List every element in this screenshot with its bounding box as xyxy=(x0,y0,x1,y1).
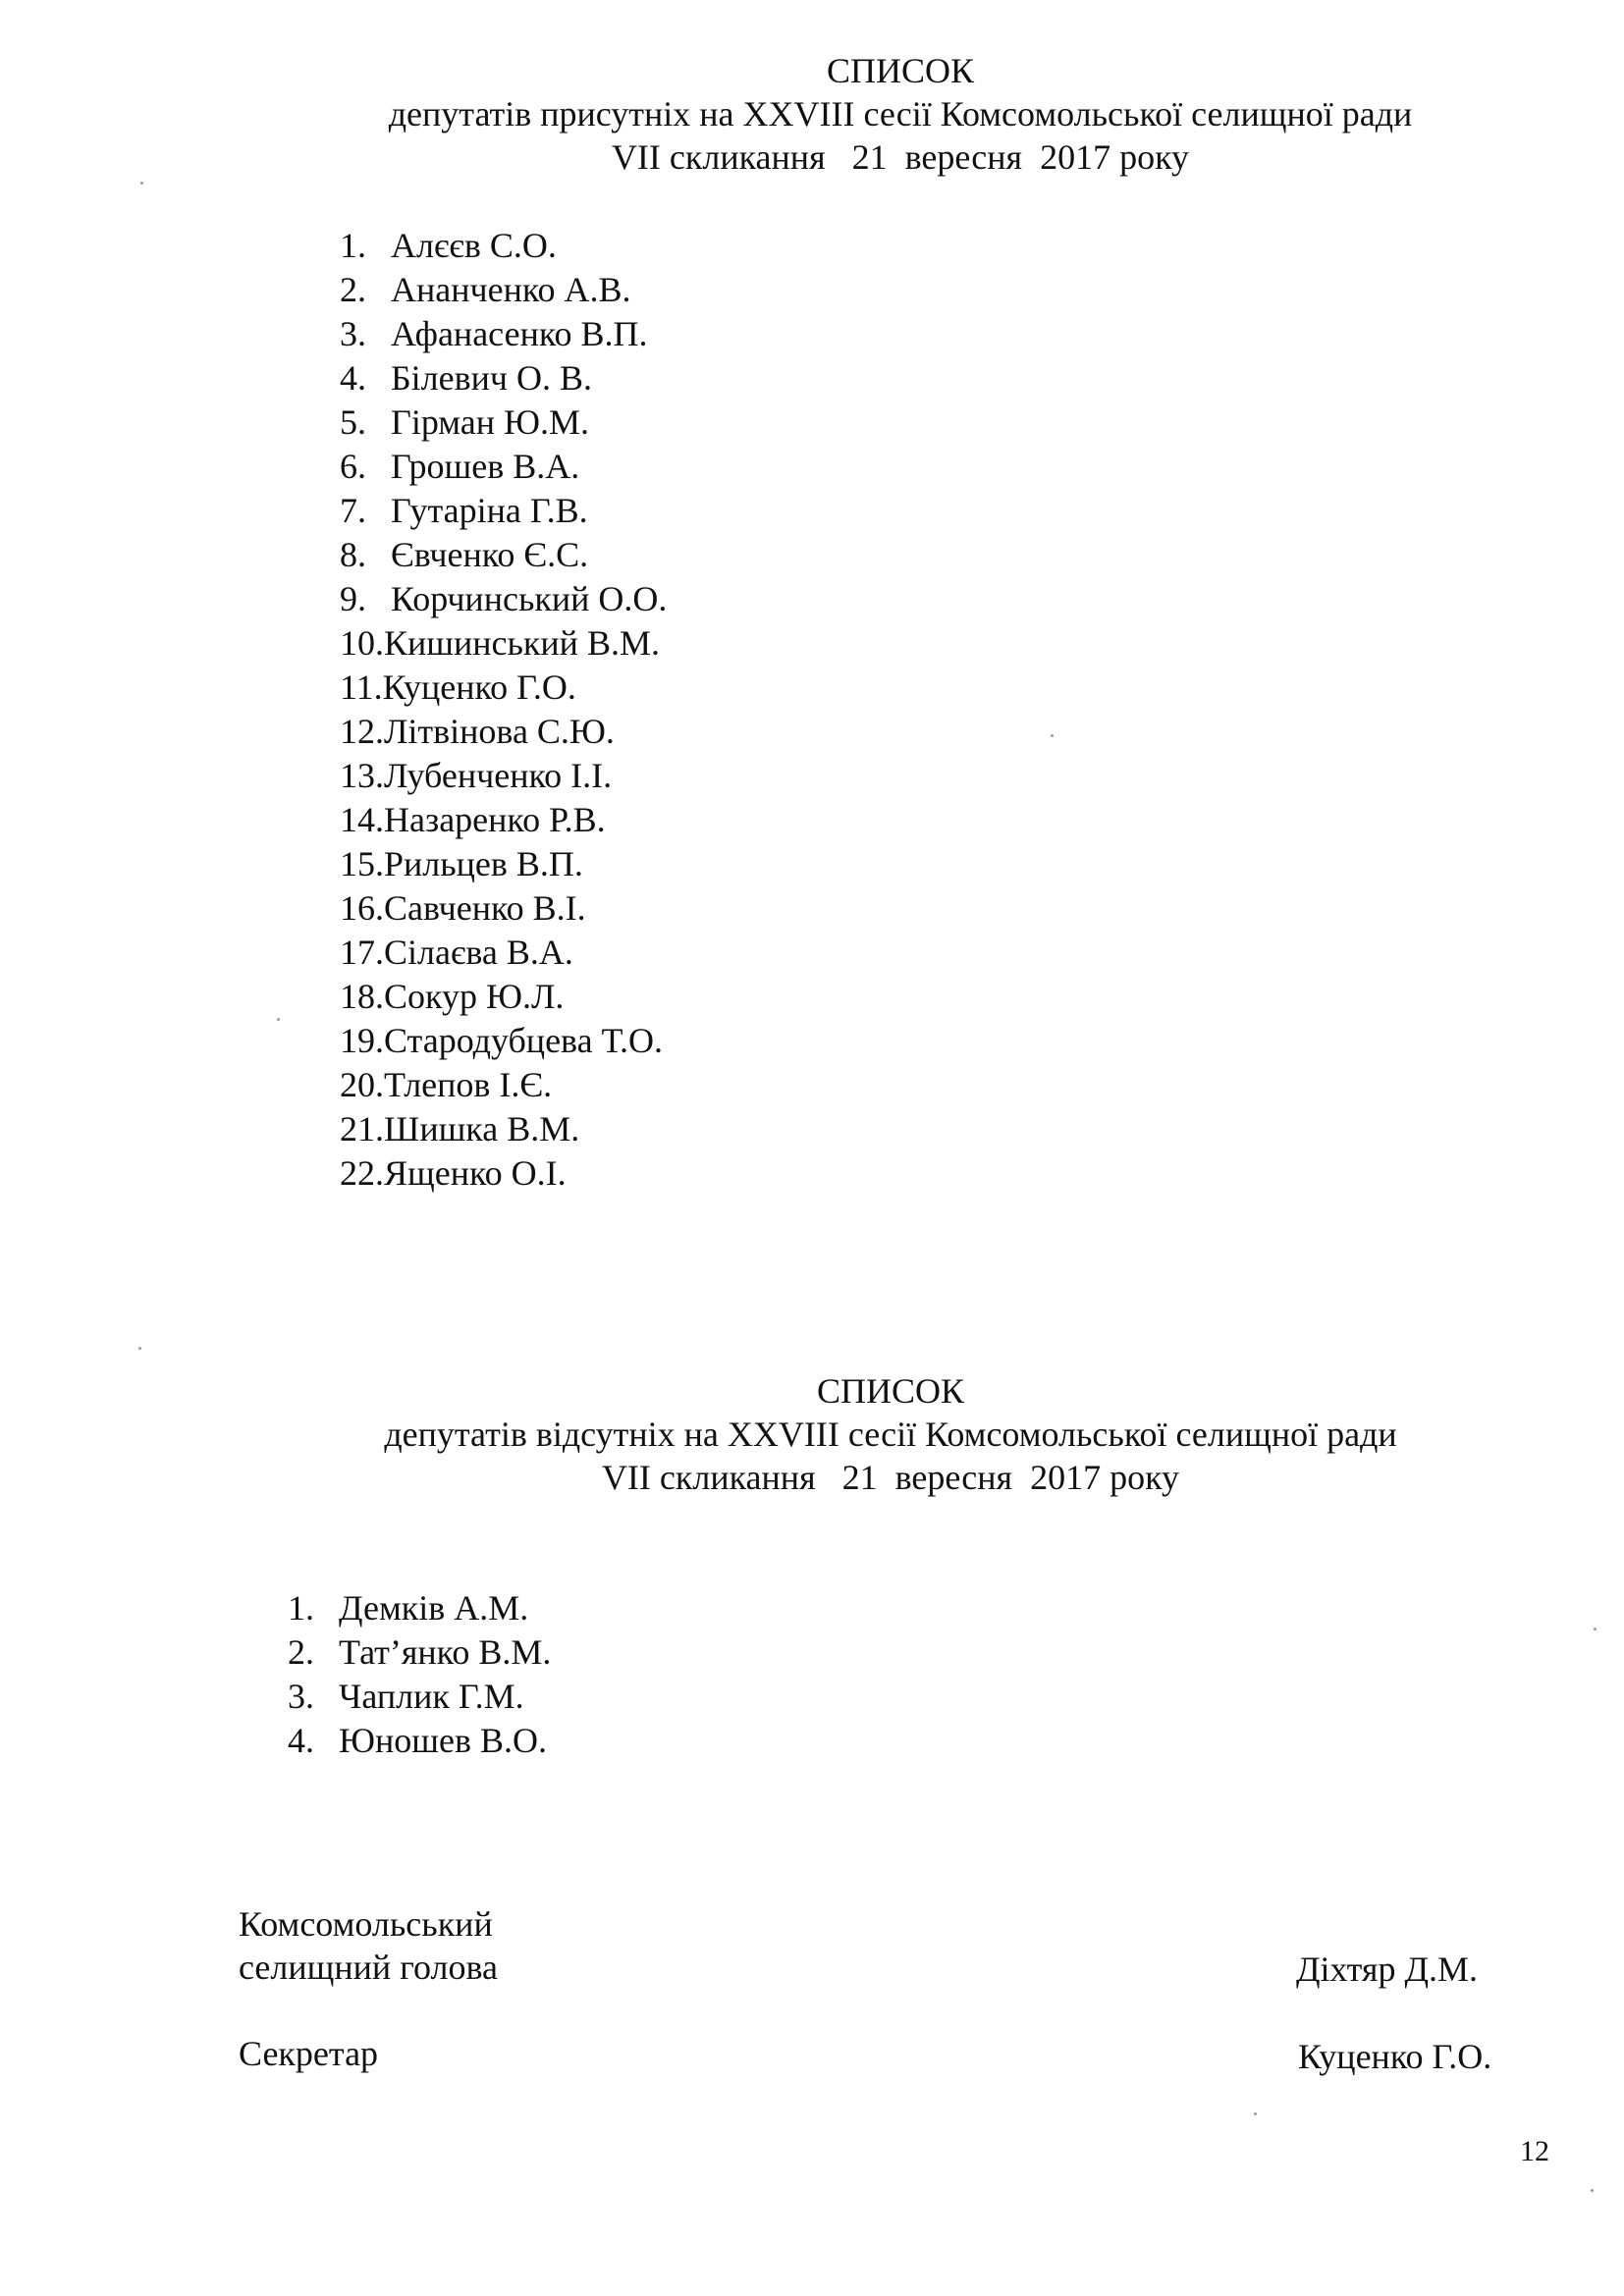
absent-deputy-item-number: 2. xyxy=(288,1632,314,1672)
present-deputy-item-name: Ананченко А.В. xyxy=(391,270,631,309)
present-deputy-item xyxy=(340,224,667,268)
present-deputy-item-name: Кишинський В.М. xyxy=(384,623,660,663)
absent-deputy-item xyxy=(288,1586,551,1630)
present-deputy-item-name: Сокур Ю.Л. xyxy=(384,977,565,1016)
present-list-subtitle: депутатів присутніх на XXVIII сесії Комсомольської селищної ради xyxy=(388,94,1413,133)
present-deputy-item-name: Євченко Є.С. xyxy=(391,535,589,574)
present-deputy-item xyxy=(340,1151,667,1196)
present-deputy-item xyxy=(340,312,667,356)
present-deputy-item xyxy=(340,931,667,975)
present-deputy-item xyxy=(340,975,667,1019)
present-deputy-item-number: 4. xyxy=(340,358,366,398)
absent-deputy-item-name: Тат’янко В.М. xyxy=(339,1632,552,1672)
present-deputy-item xyxy=(340,400,667,445)
scan-speck xyxy=(1254,2112,1257,2115)
present-deputy-item xyxy=(340,754,667,798)
present-deputy-item xyxy=(340,356,667,400)
present-deputy-item-number: 1. xyxy=(340,226,366,265)
absent-list-convocation: VII скликання 21 вересня 2017 року xyxy=(601,1458,1180,1497)
present-deputy-item-name: Лубенченко І.І. xyxy=(384,756,613,795)
present-deputy-item-name: Корчинський О.О. xyxy=(391,579,668,618)
present-deputy-item xyxy=(340,1107,667,1151)
present-deputy-item-name: Ященко О.І. xyxy=(384,1153,567,1193)
present-deputy-item-name: Назаренко Р.В. xyxy=(384,800,606,839)
present-deputy-item-number: 12. xyxy=(340,712,384,751)
present-deputy-item xyxy=(340,621,667,666)
secretary-role: Секретар xyxy=(239,2034,379,2073)
head-role xyxy=(239,1902,498,1989)
present-deputy-item-name: Стародубцева Т.О. xyxy=(384,1021,663,1060)
present-deputy-item xyxy=(340,268,667,312)
present-deputy-item-name: Куценко Г.О. xyxy=(382,667,576,707)
present-deputy-item xyxy=(340,1019,667,1063)
present-deputy-item-name: Білевич О. В. xyxy=(391,358,592,398)
present-deputy-item xyxy=(340,842,667,886)
absent-deputy-item xyxy=(288,1719,551,1763)
present-deputy-item-number: 9. xyxy=(340,579,366,618)
present-deputy-item xyxy=(340,533,667,577)
scan-speck xyxy=(1051,734,1054,737)
absent-deputy-item xyxy=(288,1630,551,1675)
present-deputy-item-number: 20. xyxy=(340,1065,384,1104)
present-deputy-item-name: Рильцев В.П. xyxy=(384,844,583,883)
present-deputies-list xyxy=(340,224,667,1196)
present-deputy-item-number: 18. xyxy=(340,977,384,1016)
present-deputy-item xyxy=(340,798,667,842)
absent-deputy-item-number: 3. xyxy=(288,1677,314,1716)
present-deputy-item-number: 2. xyxy=(340,270,366,309)
absent-list-title: СПИСОК xyxy=(816,1371,965,1411)
absent-list-subtitle: депутатів відсутніх на XXVIII сесії Комсомольської селищної ради xyxy=(384,1415,1397,1454)
page-number: 12 xyxy=(1520,2135,1549,2167)
present-deputy-item-number: 11. xyxy=(340,667,383,707)
present-deputy-item-name: Грошев В.А. xyxy=(391,447,580,486)
present-deputy-item-number: 8. xyxy=(340,535,366,574)
present-list-header xyxy=(88,49,1624,179)
present-deputy-item-name: Савченко В.І. xyxy=(384,888,586,928)
scan-speck xyxy=(1591,2189,1594,2192)
present-deputy-item-number: 19. xyxy=(340,1021,384,1060)
absent-deputy-item-name: Чаплик Г.М. xyxy=(339,1677,524,1716)
present-deputy-item xyxy=(340,489,667,533)
present-deputy-item-number: 5. xyxy=(340,402,366,442)
present-deputy-item xyxy=(340,886,667,931)
present-deputy-item-number: 16. xyxy=(340,888,384,928)
present-deputy-item xyxy=(340,710,667,754)
present-deputy-item-name: Шишка В.М. xyxy=(384,1109,580,1148)
scan-speck xyxy=(277,1018,280,1021)
present-list-convocation: VII скликання 21 вересня 2017 року xyxy=(611,137,1190,177)
absent-deputies-list xyxy=(288,1586,551,1763)
present-deputy-item-name: Афанасенко В.П. xyxy=(391,314,648,353)
present-deputy-item-name: Сілаєва В.А. xyxy=(384,933,573,972)
present-deputy-item-number: 15. xyxy=(340,844,384,883)
present-deputy-item xyxy=(340,666,667,710)
scan-speck xyxy=(1594,1628,1597,1630)
present-deputy-item-number: 14. xyxy=(340,800,384,839)
absent-deputy-item-name: Юношев В.О. xyxy=(339,1721,547,1760)
secretary-name: Куценко Г.О. xyxy=(1298,2037,1492,2076)
scan-speck xyxy=(138,1347,141,1350)
present-deputy-item-number: 22. xyxy=(340,1153,384,1193)
absent-deputy-item xyxy=(288,1675,551,1719)
absent-deputy-item-name: Демків А.М. xyxy=(339,1588,529,1628)
present-deputy-item-number: 6. xyxy=(340,447,366,486)
head-name: Діхтяр Д.М. xyxy=(1296,1949,1479,1989)
head-role-line2: селищний голова xyxy=(239,1948,499,1987)
present-list-title: СПИСОК xyxy=(826,51,975,90)
present-deputy-item xyxy=(340,445,667,489)
present-deputy-item-name: Літвінова С.Ю. xyxy=(384,712,615,751)
present-deputy-item xyxy=(340,577,667,621)
scan-speck xyxy=(140,182,143,185)
present-deputy-item-number: 3. xyxy=(340,314,366,353)
present-deputy-item-number: 13. xyxy=(340,756,384,795)
absent-deputy-item-number: 4. xyxy=(288,1721,314,1760)
present-deputy-item-name: Гірман Ю.М. xyxy=(391,402,590,442)
head-role-line1: Комсомольський xyxy=(239,1904,493,1944)
present-deputy-item-number: 7. xyxy=(340,491,366,530)
absent-list-header xyxy=(79,1369,1624,1499)
present-deputy-item-name: Тлепов І.Є. xyxy=(384,1065,553,1104)
present-deputy-item-number: 10. xyxy=(340,623,384,663)
present-deputy-item xyxy=(340,1063,667,1107)
present-deputy-item-name: Алєєв С.О. xyxy=(391,226,557,265)
present-deputy-item-name: Гутаріна Г.В. xyxy=(391,491,588,530)
present-deputy-item-number: 21. xyxy=(340,1109,384,1148)
absent-deputy-item-number: 1. xyxy=(288,1588,314,1628)
present-deputy-item-number: 17. xyxy=(340,933,384,972)
